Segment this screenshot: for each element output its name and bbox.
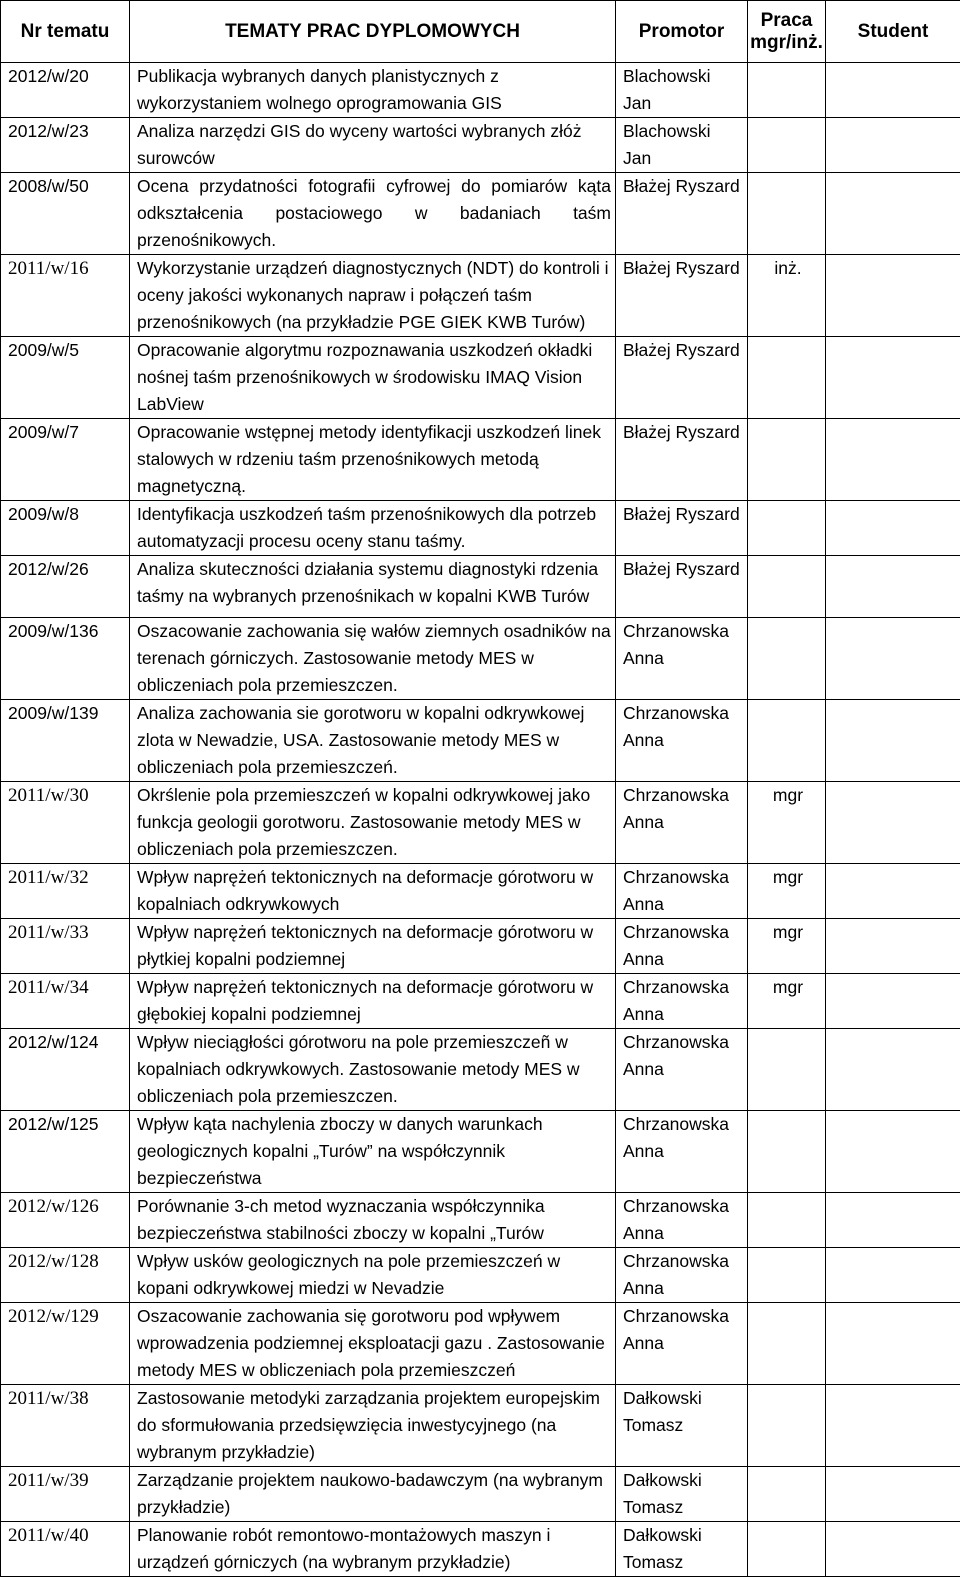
cell-type [748,501,826,556]
cell-topic: Ocena przydatności fotografii cyfrowej do pomiarów kąta odkształcenia postaciowego w badaniach taśm przenośnikowych. [130,173,616,255]
cell-type [748,1111,826,1193]
cell-student [826,118,960,173]
cell-topic: Wykorzystanie urządzeń diagnostycznych (NDT) do kontroli i oceny jakości wykonanych napraw i połączeń taśm przenośnikowych (na przykładzie PGE GIEK KWB Turów) [130,255,616,337]
cell-code: 2012/w/26 [1,556,130,618]
table-row [1,255,960,337]
cell-type: mgr [748,919,826,974]
cell-type [748,1385,826,1467]
cell-code: 2012/w/125 [1,1111,130,1193]
table-row [1,974,960,1029]
cell-topic: Okrślenie pola przemieszczeń w kopalni odkrywkowej jako funkcja geologii gorotworu. Zastosowanie metody MES w obliczeniach pola przemieszczen. [130,782,616,864]
cell-type [748,1193,826,1248]
cell-promotor: Chrzanowska Anna [616,1193,748,1248]
cell-student [826,173,960,255]
cell-code: 2009/w/139 [1,700,130,782]
cell-topic: Planowanie robót remontowo-montażowych maszyn i urządzeń górniczych (na wybranym przykładzie) [130,1522,616,1577]
cell-student [826,419,960,501]
cell-code: 2011/w/38 [1,1385,130,1467]
cell-topic: Opracowanie wstępnej metody identyfikacji uszkodzeń linek stalowych w rdzeniu taśm przenośnikowych metodą magnetyczną. [130,419,616,501]
cell-code: 2012/w/128 [1,1248,130,1303]
table-row [1,1385,960,1467]
cell-code: 2012/w/20 [1,63,130,118]
cell-promotor: Chrzanowska Anna [616,864,748,919]
cell-code: 2011/w/33 [1,919,130,974]
cell-student [826,1303,960,1385]
cell-type [748,1029,826,1111]
cell-student [826,1193,960,1248]
table-row [1,337,960,419]
cell-type [748,1248,826,1303]
cell-code: 2012/w/126 [1,1193,130,1248]
table-row [1,618,960,700]
cell-topic: Opracowanie algorytmu rozpoznawania uszkodzeń okładki nośnej taśm przenośnikowych w środowisku IMAQ Vision LabView [130,337,616,419]
cell-code: 2011/w/16 [1,255,130,337]
cell-code: 2012/w/23 [1,118,130,173]
cell-topic: Oszacowanie zachowania się wałów ziemnych osadników na terenach górniczych. Zastosowanie metody MES w obliczeniach pola przemieszczen. [130,618,616,700]
cell-type [748,1522,826,1577]
table-row [1,1522,960,1577]
cell-topic: Identyfikacja uszkodzeń taśm przenośnikowych dla potrzeb automatyzacji procesu oceny stanu taśmy. [130,501,616,556]
cell-topic: Analiza narzędzi GIS do wyceny wartości wybranych złóż surowców [130,118,616,173]
table-row [1,1029,960,1111]
cell-type [748,1467,826,1522]
header-promotor: Promotor [616,1,748,63]
cell-type [748,556,826,618]
cell-code: 2008/w/50 [1,173,130,255]
cell-student [826,1467,960,1522]
cell-student [826,63,960,118]
cell-topic: Porównanie 3-ch metod wyznaczania współczynnika bezpieczeństwa stabilności zboczy w kopalni „Turów [130,1193,616,1248]
header-code: Nr tematu [1,1,130,63]
cell-topic: Analiza zachowania sie gorotworu w kopalni odkrywkowej zlota w Newadzie, USA. Zastosowanie metody MES w obliczeniach pola przemieszczeń. [130,700,616,782]
cell-student [826,700,960,782]
cell-promotor: Dałkowski Tomasz [616,1385,748,1467]
table-row [1,782,960,864]
cell-student [826,618,960,700]
cell-student [826,1248,960,1303]
cell-code: 2011/w/32 [1,864,130,919]
cell-student [826,1111,960,1193]
cell-topic: Wpływ nieciągłości górotworu na pole przemieszczeñ w kopalniach odkrywkowych. Zastosowanie metody MES w obliczeniach pola przemieszczen. [130,1029,616,1111]
table-row [1,1248,960,1303]
cell-promotor: Chrzanowska Anna [616,919,748,974]
cell-type [748,173,826,255]
cell-topic: Zastosowanie metodyki zarządzania projektem europejskim do sformułowania przedsięwzięcia inwestycyjnego (na wybranym przykładzie) [130,1385,616,1467]
table-row [1,919,960,974]
cell-promotor: Chrzanowska Anna [616,618,748,700]
table-row [1,173,960,255]
header-topic: TEMATY PRAC DYPLOMOWYCH [130,1,616,63]
cell-promotor: Błażej Ryszard [616,255,748,337]
cell-promotor: Błażej Ryszard [616,173,748,255]
table-row [1,700,960,782]
cell-student [826,974,960,1029]
cell-promotor: Chrzanowska Anna [616,1111,748,1193]
cell-code: 2009/w/5 [1,337,130,419]
cell-type: mgr [748,974,826,1029]
header-row [1,1,960,63]
cell-student [826,501,960,556]
cell-promotor: Błażej Ryszard [616,556,748,618]
table-row [1,556,960,618]
cell-topic: Analiza skuteczności działania systemu diagnostyki rdzenia taśmy na wybranych przenośnikach w kopalni KWB Turów [130,556,616,618]
header-type: Praca mgr/inż. [748,1,826,63]
cell-promotor: Błażej Ryszard [616,501,748,556]
cell-student [826,556,960,618]
cell-student [826,1029,960,1111]
cell-topic: Publikacja wybranych danych planistycznych z wykorzystaniem wolnego oprogramowania GIS [130,63,616,118]
cell-promotor: Chrzanowska Anna [616,974,748,1029]
cell-topic: Wpływ naprężeń tektonicznych na deformacje górotworu w głębokiej kopalni podziemnej [130,974,616,1029]
cell-type [748,63,826,118]
cell-type [748,419,826,501]
cell-topic: Zarządzanie projektem naukowo-badawczym (na wybranym przykładzie) [130,1467,616,1522]
cell-promotor: Dałkowski Tomasz [616,1467,748,1522]
cell-promotor: Chrzanowska Anna [616,1248,748,1303]
header-student: Student [826,1,960,63]
cell-code: 2011/w/34 [1,974,130,1029]
cell-student [826,1522,960,1577]
cell-code: 2011/w/40 [1,1522,130,1577]
cell-topic: Wpływ usków geologicznych na pole przemieszczeń w kopani odkrywkowej miedzi w Nevadzie [130,1248,616,1303]
table-row [1,1111,960,1193]
cell-code: 2012/w/124 [1,1029,130,1111]
cell-student [826,864,960,919]
cell-promotor: Chrzanowska Anna [616,700,748,782]
cell-code: 2009/w/7 [1,419,130,501]
cell-topic: Wpływ naprężeń tektonicznych na deformacje górotworu w płytkiej kopalni podziemnej [130,919,616,974]
cell-promotor: Chrzanowska Anna [616,1303,748,1385]
cell-student [826,782,960,864]
cell-code: 2011/w/30 [1,782,130,864]
table-row [1,501,960,556]
cell-code: 2012/w/129 [1,1303,130,1385]
cell-type: mgr [748,782,826,864]
cell-student [826,919,960,974]
cell-type [748,118,826,173]
cell-promotor: Blachowski Jan [616,63,748,118]
table-row [1,1303,960,1385]
cell-promotor: Dałkowski Tomasz [616,1522,748,1577]
table-row [1,1193,960,1248]
cell-student [826,337,960,419]
cell-code: 2009/w/8 [1,501,130,556]
cell-topic: Oszacowanie zachowania się gorotworu pod wpływem wprowadzenia podziemnej eksploatacji gazu . Zastosowanie metody MES w obliczeniach pola przemieszczeń [130,1303,616,1385]
cell-promotor: Blachowski Jan [616,118,748,173]
cell-type [748,1303,826,1385]
cell-promotor: Błażej Ryszard [616,337,748,419]
cell-topic: Wpływ kąta nachylenia zboczy w danych warunkach geologicznych kopalni „Turów” na współczynnik bezpieczeństwa [130,1111,616,1193]
cell-promotor: Błażej Ryszard [616,419,748,501]
cell-type [748,337,826,419]
table-row [1,63,960,118]
cell-student [826,1385,960,1467]
table-row [1,419,960,501]
cell-promotor: Chrzanowska Anna [616,782,748,864]
table-row [1,864,960,919]
cell-topic: Wpływ naprężeń tektonicznych na deformacje górotworu w kopalniach odkrywkowych [130,864,616,919]
cell-code: 2011/w/39 [1,1467,130,1522]
cell-type [748,618,826,700]
cell-code: 2009/w/136 [1,618,130,700]
table-row [1,118,960,173]
cell-type: inż. [748,255,826,337]
cell-promotor: Chrzanowska Anna [616,1029,748,1111]
cell-type [748,700,826,782]
cell-type: mgr [748,864,826,919]
table-row [1,1467,960,1522]
cell-student [826,255,960,337]
